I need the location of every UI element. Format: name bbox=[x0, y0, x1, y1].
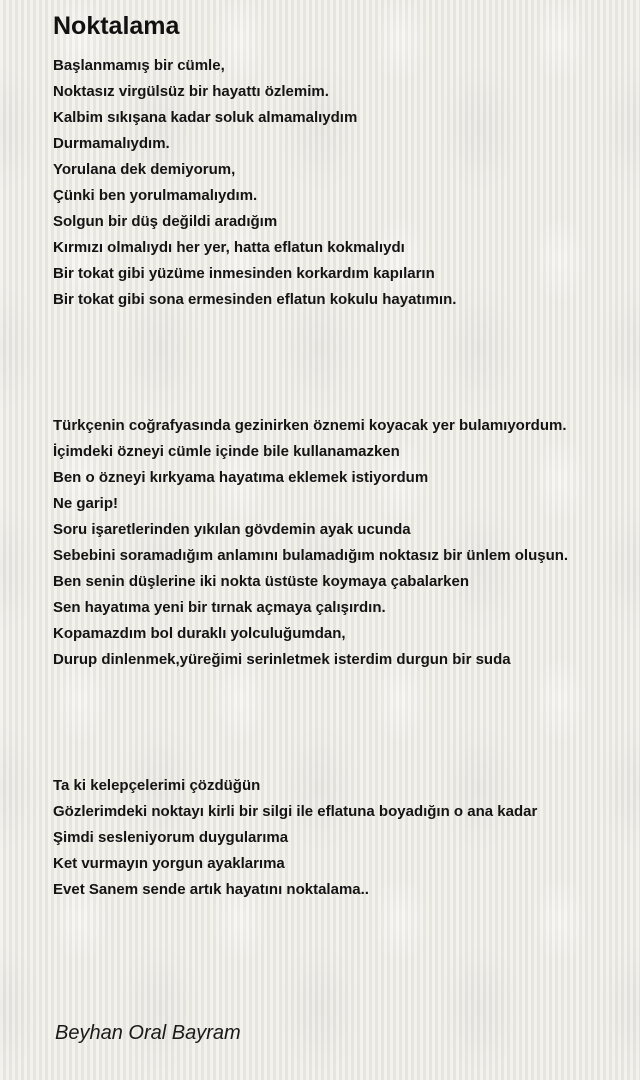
poem-line: Bir tokat gibi yüzüme inmesinden korkardım kapıların bbox=[53, 265, 435, 282]
poem-line: Kalbim sıkışana kadar soluk almamalıydım bbox=[53, 109, 358, 126]
poem-line: Ben senin düşlerine iki nokta üstüste koymaya çabalarken bbox=[53, 573, 469, 590]
poem-title: Noktalama bbox=[53, 12, 180, 40]
poem-line: Çünki ben yorulmamalıydım. bbox=[53, 187, 258, 204]
poem-line: Durmamalıydım. bbox=[53, 135, 170, 152]
poem-line: Durup dinlenmek,yüreğimi serinletmek isterdim durgun bir suda bbox=[53, 651, 511, 668]
poem-line: Noktasız virgülsüz bir hayattı özlemim. bbox=[53, 83, 329, 100]
poem-line: Bir tokat gibi sona ermesinden eflatun kokulu hayatımın. bbox=[53, 291, 457, 308]
poem-author: Beyhan Oral Bayram bbox=[55, 1022, 241, 1044]
poem-line: Sen hayatıma yeni bir tırnak açmaya çalışırdın. bbox=[53, 599, 386, 616]
poem-line: Şimdi sesleniyorum duygularıma bbox=[53, 829, 289, 846]
poem-line: Solgun bir düş değildi aradığım bbox=[53, 213, 278, 230]
poem-line: Yorulana dek demiyorum, bbox=[53, 161, 236, 178]
stanza-3 bbox=[53, 773, 628, 903]
poem-line: Ne garip! bbox=[53, 495, 119, 512]
poem-line: Soru işaretlerinden yıkılan gövdemin ayak ucunda bbox=[53, 521, 411, 538]
stanza-1 bbox=[53, 53, 628, 313]
poem-line: Ta ki kelepçelerimi çözdüğün bbox=[53, 777, 261, 794]
poem-line: Kırmızı olmalıydı her yer, hatta eflatun kokmalıydı bbox=[53, 239, 405, 256]
poem-line: Türkçenin coğrafyasında gezinirken öznemi koyacak yer bulamıyordum. bbox=[53, 417, 567, 434]
stanza-2 bbox=[53, 413, 628, 673]
poem-line: İçimdeki özneyi cümle içinde bile kullanamazken bbox=[53, 443, 400, 460]
poem-line: Başlanmamış bir cümle, bbox=[53, 57, 225, 74]
poem-line: Ket vurmayın yorgun ayaklarıma bbox=[53, 855, 285, 872]
poem-line: Gözlerimdeki noktayı kirli bir silgi ile eflatuna boyadığın o ana kadar bbox=[53, 803, 538, 820]
poem-line: Ben o özneyi kırkyama hayatıma eklemek istiyordum bbox=[53, 469, 429, 486]
poem-line: Evet Sanem sende artık hayatını noktalama.. bbox=[53, 881, 369, 898]
poem-line: Kopamazdım bol duraklı yolculuğumdan, bbox=[53, 625, 346, 642]
poem-line: Sebebini soramadığım anlamını bulamadığım noktasız bir ünlem oluşun. bbox=[53, 547, 569, 564]
